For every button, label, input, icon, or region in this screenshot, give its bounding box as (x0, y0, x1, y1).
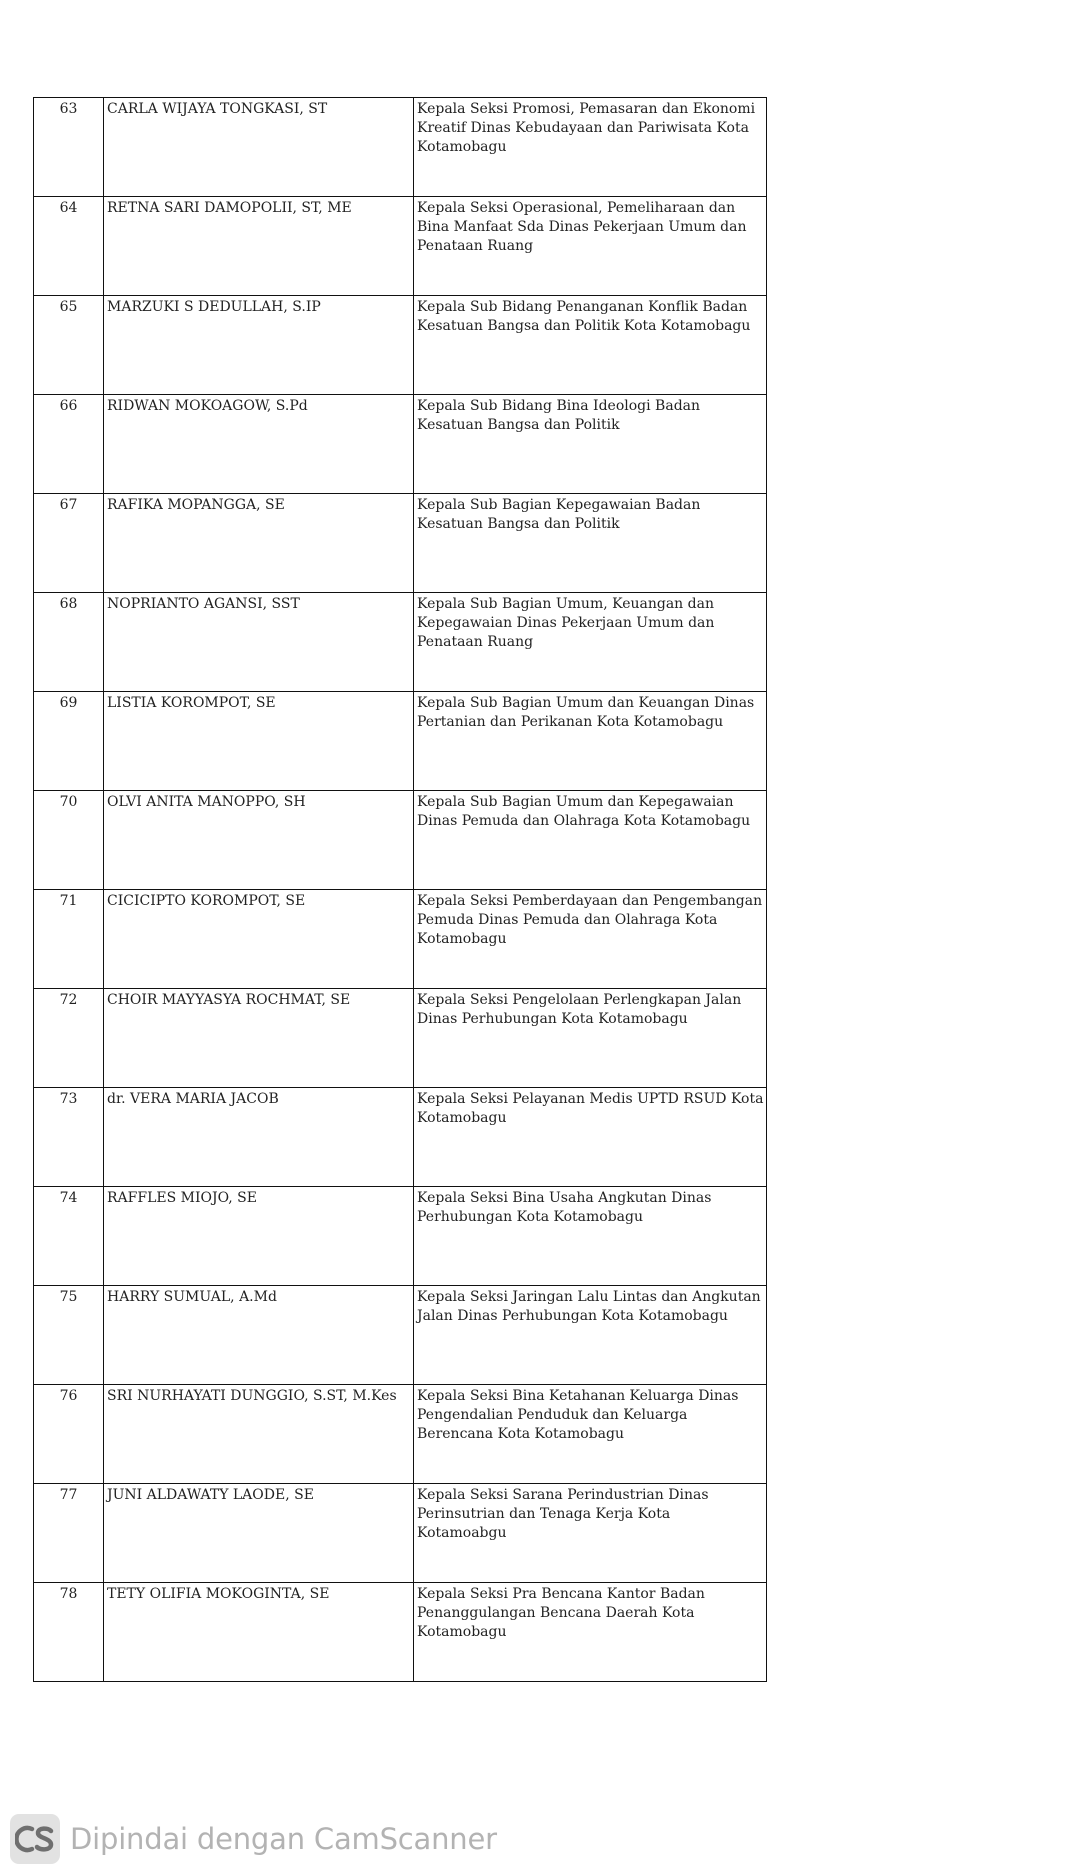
table-row (34, 791, 767, 890)
row-number: 73 (34, 1088, 104, 1187)
employee-name: CARLA WIJAYA TONGKASI, ST (104, 98, 414, 197)
employee-name: CHOIR MAYYASYA ROCHMAT, SE (104, 989, 414, 1088)
row-number: 70 (34, 791, 104, 890)
employee-name: JUNI ALDAWATY LAODE, SE (104, 1484, 414, 1583)
job-position: Kepala Sub Bagian Kepegawaian Badan Kesatuan Bangsa dan Politik (414, 494, 767, 593)
job-position: Kepala Sub Bidang Bina Ideologi Badan Kesatuan Bangsa dan Politik (414, 395, 767, 494)
employee-name: MARZUKI S DEDULLAH, S.IP (104, 296, 414, 395)
employee-name: RETNA SARI DAMOPOLII, ST, ME (104, 197, 414, 296)
employee-name: dr. VERA MARIA JACOB (104, 1088, 414, 1187)
table-row (34, 593, 767, 692)
row-number: 68 (34, 593, 104, 692)
job-position: Kepala Seksi Pemberdayaan dan Pengembangan Pemuda Dinas Pemuda dan Olahraga Kota Kotamobagu (414, 890, 767, 989)
employee-name: TETY OLIFIA MOKOGINTA, SE (104, 1583, 414, 1682)
table-row (34, 395, 767, 494)
row-number: 71 (34, 890, 104, 989)
table-row (34, 1187, 767, 1286)
table-row (34, 890, 767, 989)
employee-name: CICICIPTO KOROMPOT, SE (104, 890, 414, 989)
table-row (34, 494, 767, 593)
table-row (34, 197, 767, 296)
employee-name: HARRY SUMUAL, A.Md (104, 1286, 414, 1385)
job-position: Kepala Seksi Bina Usaha Angkutan Dinas Perhubungan Kota Kotamobagu (414, 1187, 767, 1286)
employee-table (33, 97, 767, 1682)
table-row (34, 1385, 767, 1484)
row-number: 72 (34, 989, 104, 1088)
job-position: Kepala Seksi Jaringan Lalu Lintas dan Angkutan Jalan Dinas Perhubungan Kota Kotamobagu (414, 1286, 767, 1385)
camscanner-watermark (10, 1814, 497, 1864)
row-number: 67 (34, 494, 104, 593)
employee-name: RIDWAN MOKOAGOW, S.Pd (104, 395, 414, 494)
row-number: 75 (34, 1286, 104, 1385)
table-row (34, 98, 767, 197)
row-number: 66 (34, 395, 104, 494)
row-number: 78 (34, 1583, 104, 1682)
table-row (34, 989, 767, 1088)
employee-name: NOPRIANTO AGANSI, SST (104, 593, 414, 692)
row-number: 63 (34, 98, 104, 197)
employee-name: OLVI ANITA MANOPPO, SH (104, 791, 414, 890)
job-position: Kepala Seksi Sarana Perindustrian Dinas Perinsutrian dan Tenaga Kerja Kota Kotamoabgu (414, 1484, 767, 1583)
camscanner-logo-icon (10, 1814, 60, 1864)
job-position: Kepala Seksi Pra Bencana Kantor Badan Penanggulangan Bencana Daerah Kota Kotamobagu (414, 1583, 767, 1682)
job-position: Kepala Seksi Pengelolaan Perlengkapan Jalan Dinas Perhubungan Kota Kotamobagu (414, 989, 767, 1088)
employee-name: RAFFLES MIOJO, SE (104, 1187, 414, 1286)
row-number: 76 (34, 1385, 104, 1484)
watermark-text: Dipindai dengan CamScanner (70, 1822, 497, 1856)
job-position: Kepala Seksi Bina Ketahanan Keluarga Dinas Pengendalian Penduduk dan Keluarga Berencana Kota Kotamobagu (414, 1385, 767, 1484)
row-number: 74 (34, 1187, 104, 1286)
table-row (34, 1088, 767, 1187)
job-position: Kepala Sub Bagian Umum, Keuangan dan Kepegawaian Dinas Pekerjaan Umum dan Penataan Ruang (414, 593, 767, 692)
job-position: Kepala Seksi Pelayanan Medis UPTD RSUD Kota Kotamobagu (414, 1088, 767, 1187)
employee-name: SRI NURHAYATI DUNGGIO, S.ST, M.Kes (104, 1385, 414, 1484)
table-row (34, 1286, 767, 1385)
employee-name: LISTIA KOROMPOT, SE (104, 692, 414, 791)
row-number: 77 (34, 1484, 104, 1583)
job-position: Kepala Sub Bidang Penanganan Konflik Badan Kesatuan Bangsa dan Politik Kota Kotamobagu (414, 296, 767, 395)
job-position: Kepala Sub Bagian Umum dan Keuangan Dinas Pertanian dan Perikanan Kota Kotamobagu (414, 692, 767, 791)
row-number: 64 (34, 197, 104, 296)
table-body (34, 98, 767, 1682)
employee-name: RAFIKA MOPANGGA, SE (104, 494, 414, 593)
row-number: 65 (34, 296, 104, 395)
job-position: Kepala Sub Bagian Umum dan Kepegawaian Dinas Pemuda dan Olahraga Kota Kotamobagu (414, 791, 767, 890)
table-row (34, 692, 767, 791)
job-position: Kepala Seksi Operasional, Pemeliharaan dan Bina Manfaat Sda Dinas Pekerjaan Umum dan Penataan Ruang (414, 197, 767, 296)
row-number: 69 (34, 692, 104, 791)
table-row (34, 1484, 767, 1583)
job-position: Kepala Seksi Promosi, Pemasaran dan Ekonomi Kreatif Dinas Kebudayaan dan Pariwisata Kota Kotamobagu (414, 98, 767, 197)
table-row (34, 296, 767, 395)
table-row (34, 1583, 767, 1682)
